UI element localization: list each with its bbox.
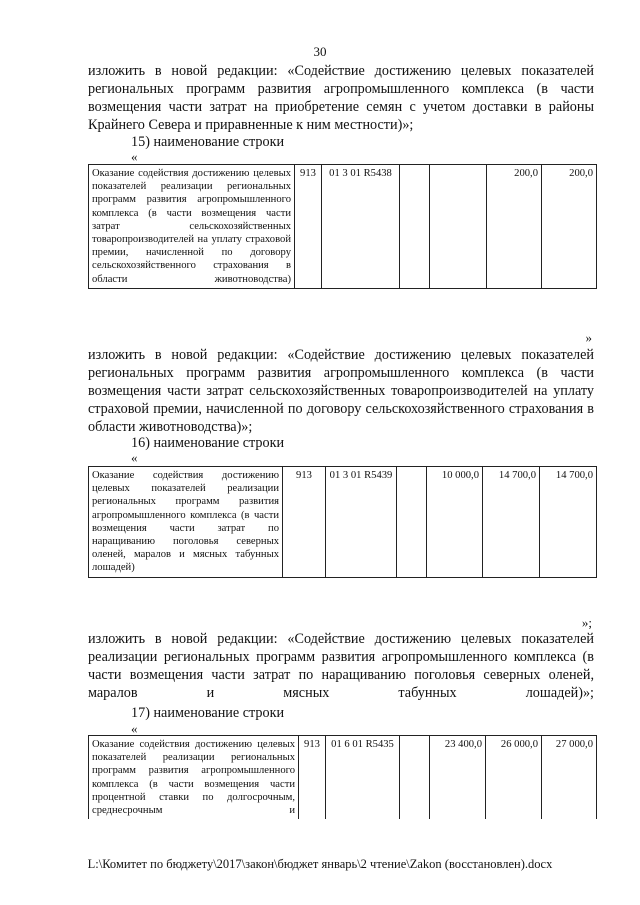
section-15-open-quote: «: [131, 149, 138, 164]
section-16-table: [88, 466, 597, 578]
section-17-heading: 17) наименование строки: [131, 705, 285, 721]
row-value-2: 200,0: [487, 165, 542, 289]
row-value-2: 14 700,0: [483, 467, 540, 578]
row-description: Оказание содействия достижению целевых показателей реализации региональных программ развития агропромышленного комплекса (в части возмещения части затрат по наращиванию поголовья северных оленей, маралов и мясных табунных лошадей): [89, 467, 283, 578]
section-15-close-quote: »: [585, 330, 592, 345]
table-row: [89, 467, 597, 578]
row-value-1: 10 000,0: [427, 467, 483, 578]
row-description: Оказание содействия достижению целевых показателей реализации региональных программ развития агропромышленного комплекса (в части возмещения части затрат сельскохозяйственных товаропроизводителей на уплату страховой премии, начисленной по договору сельскохозяйственного страхования в области животноводства): [89, 165, 295, 289]
row-ministry-code: 913: [299, 736, 326, 820]
row-value-3: 27 000,0: [542, 736, 597, 820]
section-17-table: [88, 735, 597, 819]
row-value-2: 26 000,0: [486, 736, 542, 820]
row-empty-cell: [400, 736, 430, 820]
row-value-3: 200,0: [542, 165, 597, 289]
row-ministry-code: 913: [283, 467, 326, 578]
section-15-table: [88, 164, 597, 289]
row-empty-cell: [397, 467, 427, 578]
row-classification-code: 01 3 01 R5438: [322, 165, 400, 289]
row-value-1: 23 400,0: [430, 736, 486, 820]
row-value-3: 14 700,0: [540, 467, 597, 578]
section-16-heading: 16) наименование строки: [131, 435, 285, 451]
section-16-open-quote: «: [131, 450, 138, 465]
row-description: Оказание содействия достижению целевых показателей реализации региональных программ развития агропромышленного комплекса (в части возмещения части процентной ставки по долгосрочным, среднесрочным и: [89, 736, 299, 820]
section-16-edit-paragraph: изложить в новой редакции: «Содействие достижению целевых показателей реализации региональных программ развития агропромышленного комплекса (в части возмещения части затрат по наращиванию поголовья северных оленей, маралов и мясных табунных лошадей)»;: [88, 631, 594, 701]
page-number: 30: [313, 44, 327, 59]
section-16-close-quote: »;: [581, 615, 592, 630]
section-15-edit-paragraph: изложить в новой редакции: «Содействие достижению целевых показателей региональных программ развития агропромышленного комплекса (в части возмещения части затрат сельскохозяйственных товаропроизводителей на уплату страховой премии, начисленной по договору сельскохозяйственного страхования в области животноводства)»;: [88, 347, 594, 435]
row-classification-code: 01 3 01 R5439: [326, 467, 397, 578]
section-15-heading: 15) наименование строки: [131, 134, 285, 150]
row-value-1: [430, 165, 487, 289]
row-ministry-code: 913: [295, 165, 322, 289]
footer-file-path: L:\Комитет по бюджету\2017\закон\бюджет январь\2 чтение\Zakon (восстановлен).docx: [87, 857, 553, 871]
section-17-open-quote: «: [131, 721, 138, 736]
row-empty-cell: [400, 165, 430, 289]
intro-paragraph: изложить в новой редакции: «Содействие достижению целевых показателей региональных программ развития агропромышленного комплекса (в части возмещения части затрат на приобретение семян с учетом доставки в районы Крайнего Севера и приравненные к ним местности)»;: [88, 63, 594, 133]
table-row: [89, 736, 597, 820]
row-classification-code: 01 6 01 R5435: [326, 736, 400, 820]
table-row: [89, 165, 597, 289]
